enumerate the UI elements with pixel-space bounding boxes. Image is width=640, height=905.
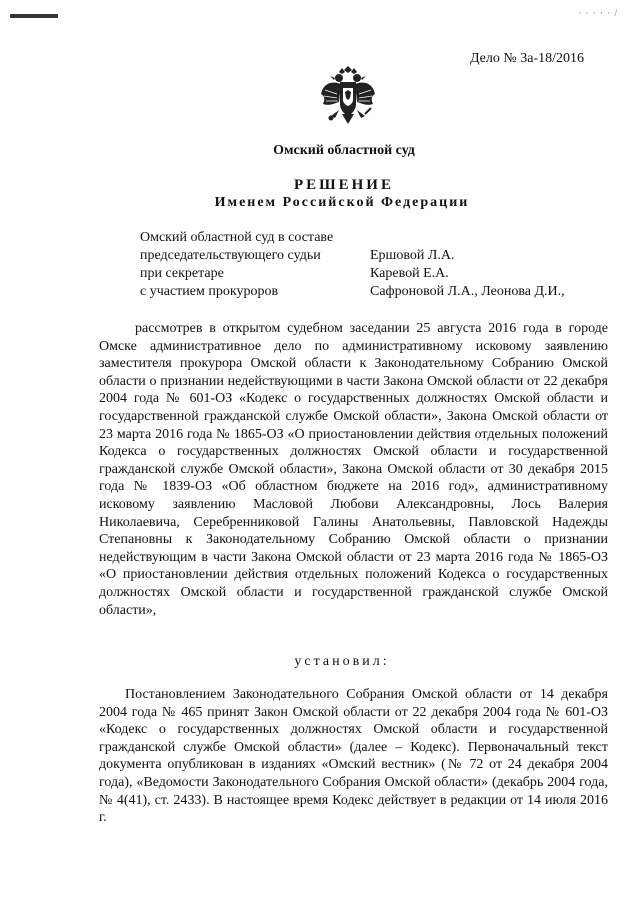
paragraph-findings: Постановлением Законодательного Собрания Омской области от 14 декабря 2004 года № 465 принят Закон Омской области от 22 декабря 2004 года № 601-ОЗ «Кодекс о государственных должностях Омской области и государственной гражданской службе Омской области» (далее – Кодекс). Первоначальный текст документа опубликован в изданиях «Омский вестник» (№ 72 от 24 декабря 2004 года), «Ведомости Законодательного Собрания Омской области» (декабрь 2004 года, № 4(41), ст. 2433). В настоящее время Кодекс действует в редакции от 14 июля 2016 г.	[99, 687, 608, 826]
document-subtitle: Именем Российской Федерации	[214, 195, 470, 210]
court-composition	[140, 229, 610, 301]
russian-coat-of-arms-icon	[319, 66, 377, 130]
composition-role: при секретаре	[140, 266, 224, 281]
composition-person: Каревой Е.А.	[370, 266, 449, 281]
scan-artifact-left	[10, 14, 58, 18]
paragraph-considered: рассмотрев в открытом судебном заседании 25 августа 2016 года в городе Омске административное дело по административному исковому заявлению заместителя прокурора Омской области к Законодательному Собранию Омской области о признании недействующими в части Закона Омской области от 22 декабря 2004 года № 601-ОЗ «Кодекс о государственных должностях Омской области и государственной гражданской службе Омской области», Закона Омской области от 23 марта 2016 года № 1865-ОЗ «О приостановлении действия отдельных положений Кодекса о государственных должностях Омской области и государственной гражданской службе Омской области», Закона Омской области от 30 декабря 2015 года № 1839-ОЗ «Об областном бюджете на 2016 год», административному исковому заявлению Масловой Любови Александровны, Лось Валерия Николаевича, Серебренниковой Галины Анатольевны, Павловской Надежды Степановны к Законодательному Собранию Омской области о признании недействующим в части Закона Омской области от 23 марта 2016 года № 1865-ОЗ «О приостановлении действия отдельных положений Кодекса о государственных должностях Омской области и государственной гражданской службе Омской области»,	[99, 321, 608, 618]
composition-person: Ершовой Л.А.	[370, 248, 455, 263]
composition-row	[140, 283, 610, 301]
court-title: Омский областной суд	[273, 143, 415, 158]
composition-person: Сафроновой Л.А., Леонова Д.И.,	[370, 284, 565, 299]
composition-intro: Омский областной суд в составе	[140, 230, 334, 245]
composition-role: с участием прокуроров	[140, 284, 279, 299]
document-title: РЕШЕНИЕ	[294, 177, 394, 193]
composition-role: председательствующего судьи	[140, 248, 321, 263]
composition-row	[140, 247, 610, 265]
case-number: Дело № 3а-18/2016	[469, 51, 584, 66]
composition-row	[140, 265, 610, 283]
established-heading: установил:	[294, 654, 390, 669]
scan-artifact-right: · · · · · /	[578, 8, 618, 18]
